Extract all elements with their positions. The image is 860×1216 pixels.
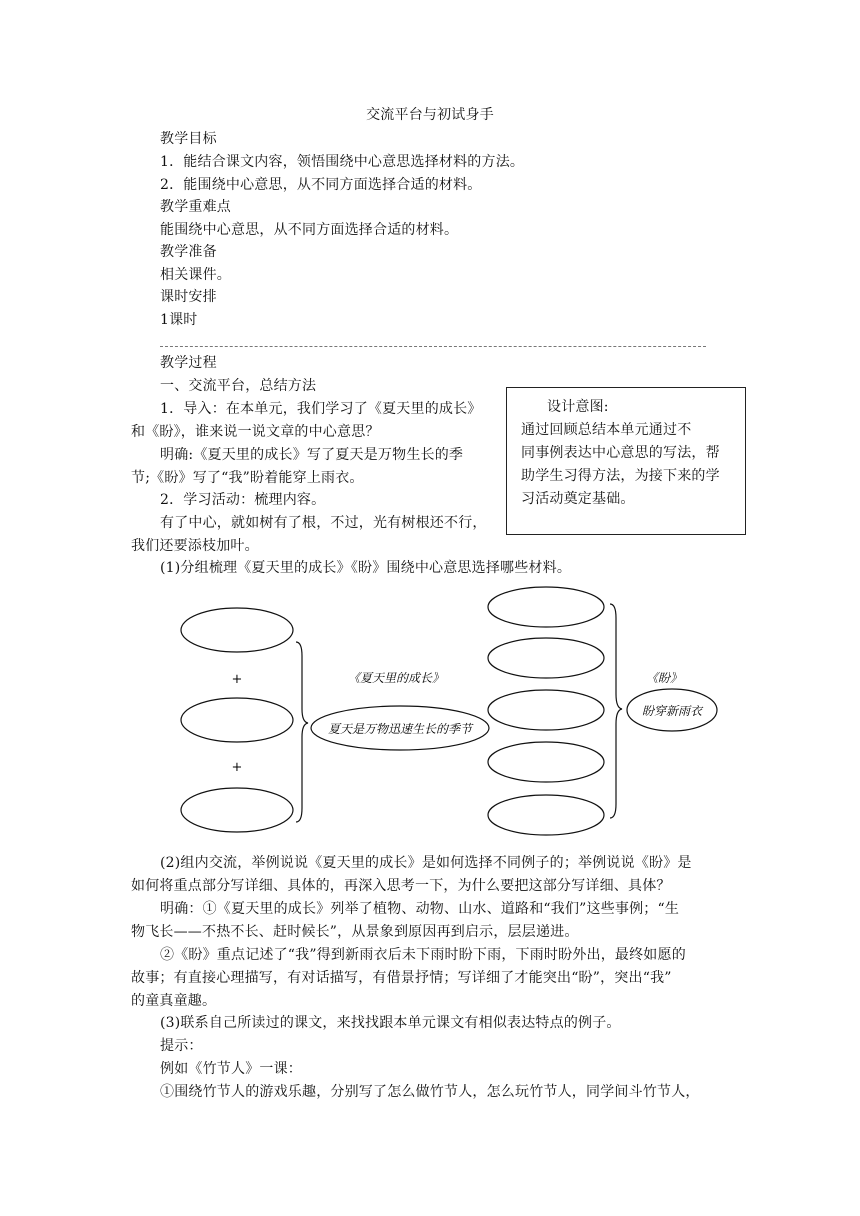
design-intent-line: 同事例表达中心意思的写法，帮 bbox=[521, 445, 720, 461]
paragraph-line: 有了中心，就如树有了根，不过，光有树根还不行， bbox=[160, 515, 487, 531]
right-brace bbox=[610, 604, 622, 818]
paragraph-line: (1)分组梳理《夏天里的成长》《盼》围绕中心意思选择哪些材料。 bbox=[160, 560, 572, 576]
paragraph-line: 明确：①《夏天里的成长》列举了植物、动物、山水、道路和“我们”这些事例；“生 bbox=[160, 901, 680, 917]
paragraph-line: (2)组内交流，举例说说《夏天里的成长》是如何选择不同例子的；举例说说《盼》是 bbox=[160, 855, 692, 871]
design-intent-box bbox=[506, 387, 746, 535]
blank-ellipse bbox=[488, 742, 604, 782]
blank-ellipse bbox=[181, 788, 293, 832]
left-brace bbox=[296, 642, 308, 822]
difficulty-heading: 教学重难点 bbox=[160, 199, 231, 215]
paragraph-line: 的童真童趣。 bbox=[131, 993, 217, 1009]
blank-ellipse bbox=[488, 690, 604, 730]
section-divider bbox=[160, 346, 706, 347]
blank-ellipse bbox=[181, 698, 293, 742]
paragraph-line: 明确:《夏天里的成长》写了夏天是万物生长的季 bbox=[160, 447, 464, 463]
difficulty-text: 能围绕中心意思，从不同方面选择合适的材料。 bbox=[160, 222, 459, 238]
preparation-text: 相关课件。 bbox=[160, 267, 231, 283]
paragraph-line: (3)联系自己所读过的课文，来找找跟本单元课文有相似表达特点的例子。 bbox=[160, 1015, 621, 1031]
paragraph-line: 提示： bbox=[160, 1038, 203, 1054]
pan-center-text: 盼穿新雨衣 bbox=[641, 704, 703, 718]
blank-ellipse bbox=[181, 608, 293, 652]
section-heading: 一、交流平台，总结方法 bbox=[160, 378, 317, 394]
blank-ellipse bbox=[488, 638, 604, 678]
paragraph-line: 例如《竹节人》一课： bbox=[160, 1061, 302, 1077]
design-intent-line: 助学生习得方法，为接下来的学 bbox=[521, 468, 720, 484]
schedule-heading: 课时安排 bbox=[160, 289, 217, 305]
objectives-heading: 教学目标 bbox=[160, 131, 217, 147]
objective-item: 1．能结合课文内容，领悟围绕中心意思选择材料的方法。 bbox=[160, 154, 525, 170]
process-heading: 教学过程 bbox=[160, 355, 217, 371]
paragraph-line: 我们还要添枝加叶。 bbox=[131, 538, 259, 554]
summer-center-text: 夏天是万物迅速生长的季节 bbox=[327, 722, 473, 736]
design-intent-line: 习活动奠定基础。 bbox=[521, 491, 635, 507]
summer-label: 《夏天里的成长》 bbox=[347, 671, 445, 685]
paragraph-line: 1．导入：在本单元，我们学习了《夏天里的成长》 bbox=[160, 401, 482, 417]
preparation-heading: 教学准备 bbox=[160, 244, 217, 260]
paragraph-line: 如何将重点部分写详细、具体的，再深入思考一下，为什么要把这部分写详细、具体？ bbox=[131, 878, 671, 894]
paragraph-line: 2．学习活动：梳理内容。 bbox=[160, 492, 326, 508]
paragraph-line: 物飞长——不热不长、赶时候长”，从景象到原因再到启示，层层递进。 bbox=[131, 924, 579, 940]
paragraph-line: 故事；有直接心理描写，有对话描写，有借景抒情；写详细了才能突出“盼”，突出“我” bbox=[131, 970, 672, 986]
blank-ellipse bbox=[488, 795, 604, 835]
objective-item: 2．能围绕中心意思，从不同方面选择合适的材料。 bbox=[160, 177, 482, 193]
schedule-text: 1课时 bbox=[160, 312, 198, 328]
pan-label: 《盼》 bbox=[645, 671, 683, 685]
paragraph-line: 和《盼》，谁来说一说文章的中心意思？ bbox=[131, 424, 380, 440]
paragraph-line: ①围绕竹节人的游戏乐趣，分别写了怎么做竹节人，怎么玩竹节人，同学间斗竹节人， bbox=[160, 1084, 700, 1100]
paragraph-line: 节;《盼》写了“我”盼着能穿上雨衣。 bbox=[131, 470, 364, 486]
design-intent-heading: 设计意图: bbox=[547, 399, 609, 415]
page-title: 交流平台与初试身手 bbox=[366, 107, 494, 123]
design-intent-line: 通过回顾总结本单元通过不 bbox=[521, 422, 692, 438]
plus-sign: + bbox=[231, 672, 243, 687]
material-diagram bbox=[170, 586, 750, 842]
plus-sign: + bbox=[231, 760, 243, 775]
blank-ellipse bbox=[488, 587, 604, 627]
paragraph-line: ②《盼》重点记述了“我”得到新雨衣后未下雨时盼下雨，下雨时盼外出，最终如愿的 bbox=[160, 947, 686, 963]
